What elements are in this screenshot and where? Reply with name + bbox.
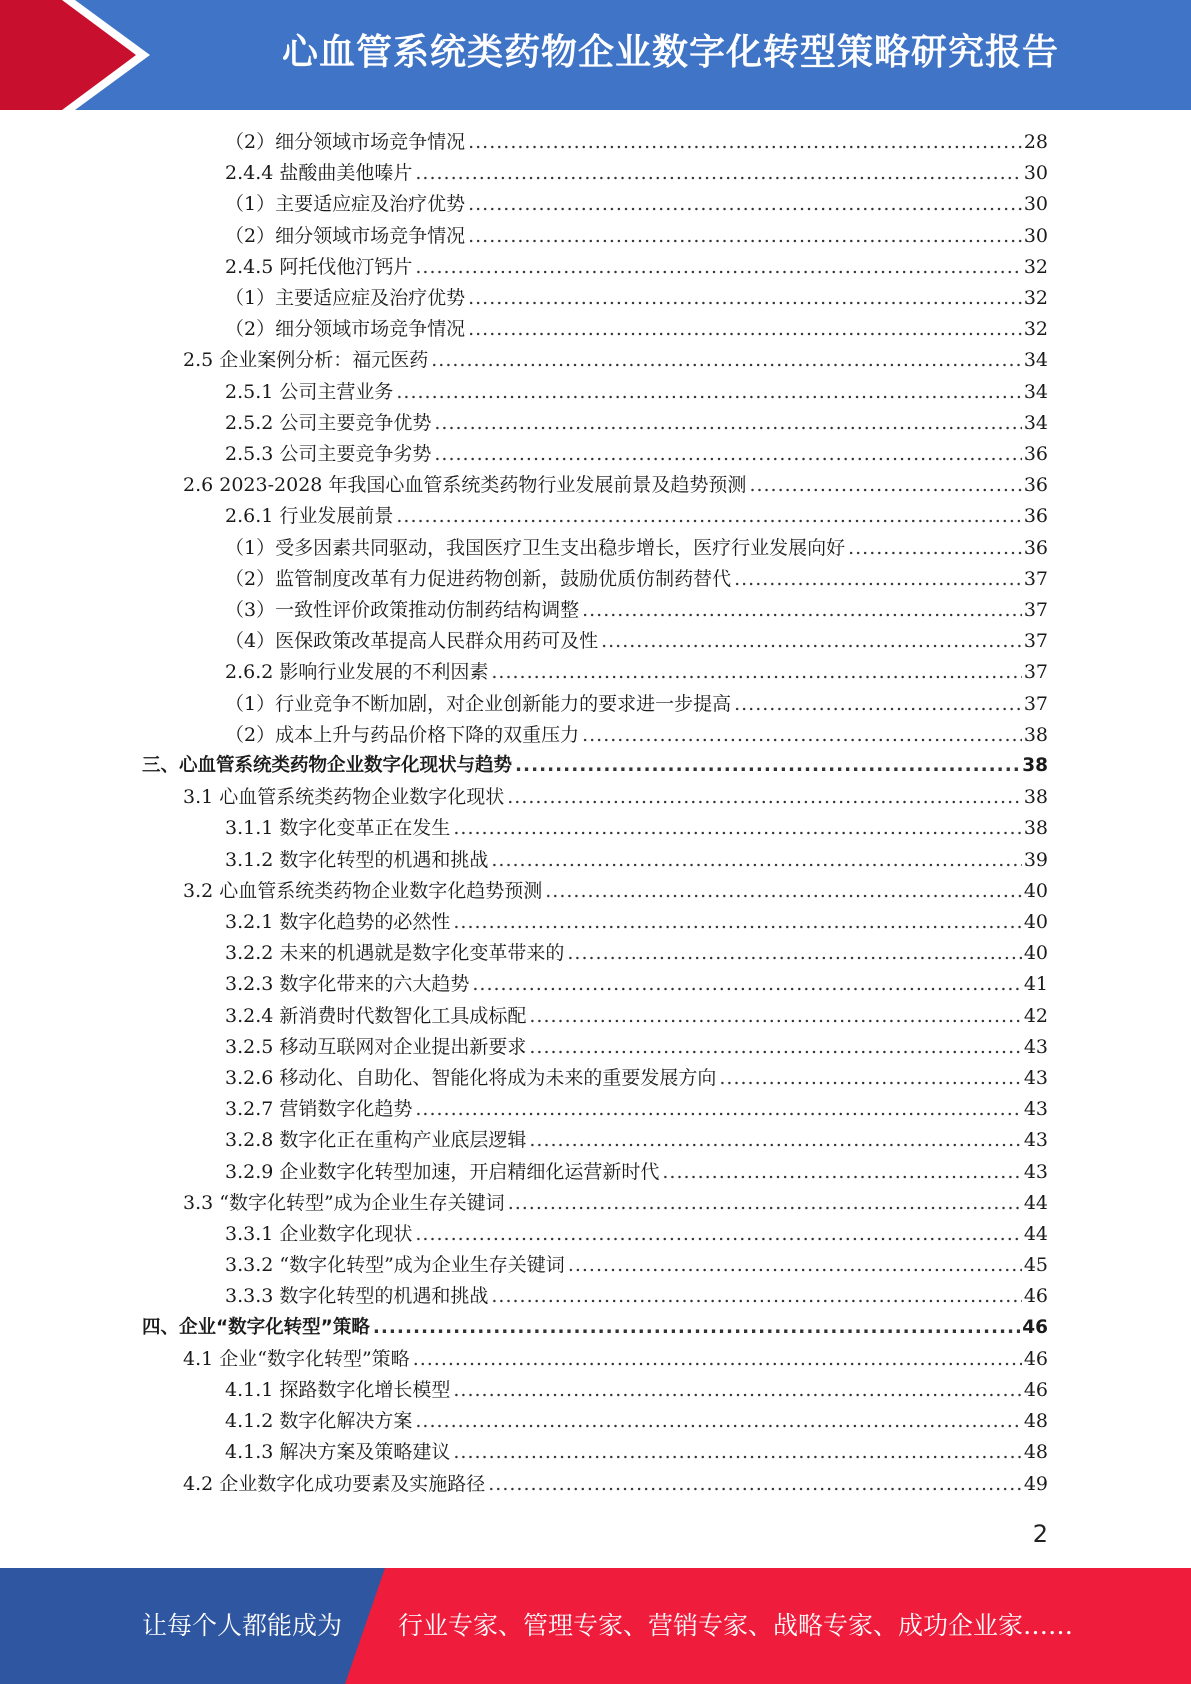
toc-leader-dots bbox=[431, 349, 1022, 371]
toc-entry-label: 3.1 心血管系统类药物企业数字化现状 bbox=[183, 786, 505, 809]
toc-entry-page: 45 bbox=[1023, 1254, 1048, 1277]
toc-entry[interactable] bbox=[225, 377, 1048, 408]
toc-entry-page: 40 bbox=[1023, 942, 1048, 965]
toc-entry[interactable] bbox=[225, 1437, 1048, 1468]
toc-entry-page: 42 bbox=[1023, 1004, 1048, 1027]
toc-leader-dots bbox=[545, 880, 1022, 902]
toc-entry-label: 3.1.1 数字化变革正在发生 bbox=[225, 817, 451, 840]
toc-entry-label: （2）细分领域市场竞争情况 bbox=[225, 318, 466, 341]
toc-entry-page: 39 bbox=[1023, 848, 1048, 871]
toc-leader-dots bbox=[468, 131, 1022, 153]
toc-entry[interactable] bbox=[225, 314, 1048, 345]
toc-leader-dots bbox=[529, 1005, 1021, 1027]
toc-entry-page: 38 bbox=[1022, 755, 1048, 776]
footer-slogan-right: 行业专家、管理专家、营销专家、战略专家、成功企业家…… bbox=[398, 1611, 1074, 1640]
toc-leader-dots bbox=[453, 817, 1021, 839]
toc-entry[interactable] bbox=[225, 938, 1048, 969]
footer-slogan-left: 让每个人都能成为 bbox=[142, 1611, 343, 1640]
toc-leader-dots bbox=[529, 1129, 1021, 1151]
toc-entry-label: 2.4.4 盐酸曲美他嗪片 bbox=[225, 162, 413, 185]
toc-entry-label: 3.2.7 营销数字化趋势 bbox=[225, 1098, 413, 1121]
toc-leader-dots bbox=[491, 661, 1021, 683]
toc-entry[interactable] bbox=[225, 1094, 1048, 1125]
toc-leader-dots bbox=[508, 1192, 1022, 1214]
toc-entry[interactable] bbox=[225, 127, 1048, 158]
toc-entry[interactable] bbox=[225, 1032, 1048, 1063]
toc-entry-label: 3.2.2 未来的机遇就是数字化变革带来的 bbox=[225, 942, 565, 965]
toc-entry[interactable] bbox=[225, 595, 1048, 626]
toc-entry[interactable] bbox=[225, 189, 1048, 220]
toc-entry-page: 43 bbox=[1023, 1067, 1048, 1089]
toc-entry-page: 36 bbox=[1023, 443, 1048, 465]
toc-leader-dots bbox=[453, 1379, 1021, 1401]
toc-entry-page: 46 bbox=[1023, 1285, 1048, 1308]
toc-entry-label: 2.6.1 行业发展前景 bbox=[225, 505, 394, 528]
toc-leader-dots bbox=[488, 1473, 1022, 1495]
toc-entry[interactable] bbox=[183, 1188, 1048, 1219]
toc-leader-dots bbox=[453, 1441, 1021, 1463]
toc-entry-label: （2）细分领域市场竞争情况 bbox=[225, 131, 466, 153]
toc-entry-page: 41 bbox=[1023, 973, 1048, 996]
toc-entry[interactable] bbox=[225, 657, 1048, 688]
toc-entry-page: 38 bbox=[1023, 786, 1048, 809]
toc-entry-page: 48 bbox=[1023, 1410, 1048, 1433]
page-footer bbox=[0, 1568, 1191, 1684]
toc-entry[interactable] bbox=[225, 907, 1048, 938]
toc-entry[interactable] bbox=[142, 1313, 1048, 1344]
toc-leader-dots bbox=[582, 599, 1022, 621]
toc-entry-page: 36 bbox=[1023, 505, 1048, 528]
toc-entry[interactable] bbox=[225, 1375, 1048, 1406]
toc-entry-page: 32 bbox=[1023, 318, 1048, 341]
toc-entry[interactable] bbox=[183, 345, 1048, 376]
toc-entry-label: 3.3.2 “数字化转型”成为企业生存关键词 bbox=[225, 1254, 565, 1277]
toc-leader-dots bbox=[719, 1067, 1021, 1089]
toc-entry[interactable] bbox=[225, 1001, 1048, 1032]
toc-entry-label: 3.2 心血管系统类药物企业数字化趋势预测 bbox=[183, 879, 543, 902]
toc-entry[interactable] bbox=[142, 751, 1048, 782]
toc-leader-dots bbox=[491, 849, 1021, 871]
toc-entry-page: 28 bbox=[1023, 131, 1048, 153]
toc-entry-page: 38 bbox=[1023, 817, 1048, 840]
toc-entry[interactable] bbox=[225, 1157, 1048, 1188]
toc-entry-page: 36 bbox=[1023, 474, 1048, 497]
toc-leader-dots bbox=[468, 193, 1022, 215]
toc-entry[interactable] bbox=[225, 813, 1048, 844]
toc-leader-dots bbox=[515, 755, 1020, 776]
toc-entry-label: （2）监管制度改革有力促进药物创新，鼓励优质仿制药替代 bbox=[225, 567, 732, 590]
toc-entry[interactable] bbox=[225, 845, 1048, 876]
toc-entry-page: 44 bbox=[1023, 1191, 1048, 1214]
toc-entry-label: （2）成本上升与药品价格下降的双重压力 bbox=[225, 723, 580, 746]
toc-leader-dots bbox=[734, 568, 1022, 590]
toc-entry-page: 48 bbox=[1023, 1441, 1048, 1464]
toc-entry[interactable] bbox=[225, 439, 1048, 470]
toc-entry[interactable] bbox=[183, 876, 1048, 907]
toc-entry-label: 3.2.1 数字化趋势的必然性 bbox=[225, 911, 451, 933]
toc-entry[interactable] bbox=[225, 1125, 1048, 1156]
toc-entry-page: 44 bbox=[1023, 1223, 1048, 1245]
toc-entry-label: （1）受多因素共同驱动，我国医疗卫生支出稳步增长，医疗行业发展向好 bbox=[225, 536, 846, 559]
toc-entry-label: 3.2.8 数字化正在重构产业底层逻辑 bbox=[225, 1129, 527, 1152]
toc-entry-page: 30 bbox=[1023, 162, 1048, 185]
toc-leader-dots bbox=[415, 1410, 1021, 1432]
toc-entry[interactable] bbox=[225, 1281, 1048, 1312]
toc-entry[interactable] bbox=[225, 689, 1048, 720]
toc-entry-page: 46 bbox=[1023, 1379, 1048, 1401]
toc-leader-dots bbox=[413, 1348, 1022, 1370]
toc-entry-page: 34 bbox=[1023, 380, 1048, 403]
toc-entry-page: 34 bbox=[1023, 411, 1048, 434]
toc-entry-label: （2）细分领域市场竞争情况 bbox=[225, 224, 466, 247]
toc-entry-label: 3.2.5 移动互联网对企业提出新要求 bbox=[225, 1035, 527, 1058]
toc-entry-label: 3.3.1 企业数字化现状 bbox=[225, 1223, 413, 1245]
toc-entry-label: 3.2.3 数字化带来的六大趋势 bbox=[225, 973, 470, 996]
toc-entry-page: 34 bbox=[1023, 349, 1048, 372]
toc-entry-page: 30 bbox=[1023, 193, 1048, 216]
toc-entry[interactable] bbox=[225, 626, 1048, 657]
toc-entry-label: 4.2 企业数字化成功要素及实施路径 bbox=[183, 1472, 486, 1495]
toc-entry-label: 2.5 企业案例分析：福元医药 bbox=[183, 349, 429, 372]
toc-entry-label: 2.6.2 影响行业发展的不利因素 bbox=[225, 661, 489, 684]
toc-entry-page: 37 bbox=[1023, 692, 1048, 715]
toc-leader-dots bbox=[601, 630, 1022, 652]
toc-entry-label: 4.1.1 探路数字化增长模型 bbox=[225, 1379, 451, 1401]
toc-entry-label: 4.1.2 数字化解决方案 bbox=[225, 1410, 413, 1433]
toc-leader-dots bbox=[415, 256, 1021, 278]
toc-entry-page: 43 bbox=[1023, 1160, 1048, 1183]
toc-entry-page: 37 bbox=[1023, 661, 1048, 684]
toc-leader-dots bbox=[567, 942, 1021, 964]
toc-entry[interactable] bbox=[225, 564, 1048, 595]
toc-entry-label: 4.1 企业“数字化转型”策略 bbox=[183, 1347, 410, 1370]
toc-leader-dots bbox=[491, 1285, 1021, 1307]
toc-leader-dots bbox=[468, 287, 1022, 309]
toc-leader-dots bbox=[472, 973, 1021, 995]
toc-entry[interactable] bbox=[225, 1406, 1048, 1437]
toc-entry-label: 3.2.4 新消费时代数智化工具成标配 bbox=[225, 1004, 527, 1027]
toc-entry[interactable] bbox=[225, 1250, 1048, 1281]
toc-entry-label: 4.1.3 解决方案及策略建议 bbox=[225, 1441, 451, 1464]
toc-entry[interactable] bbox=[225, 1219, 1048, 1250]
toc-entry-page: 38 bbox=[1023, 723, 1048, 746]
toc-entry[interactable] bbox=[225, 158, 1048, 189]
toc-entry[interactable] bbox=[183, 782, 1048, 813]
toc-leader-dots bbox=[396, 381, 1021, 403]
toc-entry-label: （1）主要适应症及治疗优势 bbox=[225, 193, 466, 216]
toc-entry[interactable] bbox=[225, 720, 1048, 751]
toc-leader-dots bbox=[396, 505, 1021, 527]
toc-leader-dots bbox=[568, 1254, 1022, 1276]
toc-entry[interactable] bbox=[225, 533, 1048, 564]
toc-leader-dots bbox=[434, 412, 1021, 434]
toc-entry-page: 43 bbox=[1023, 1035, 1048, 1058]
toc-entry-page: 37 bbox=[1023, 630, 1048, 653]
toc-entry-page: 40 bbox=[1023, 911, 1048, 933]
toc-entry-page: 43 bbox=[1023, 1129, 1048, 1152]
toc-entry-label: 3.1.2 数字化转型的机遇和挑战 bbox=[225, 848, 489, 871]
toc-entry-page: 30 bbox=[1023, 224, 1048, 247]
toc-leader-dots bbox=[415, 162, 1021, 184]
toc-entry-label: 3.3.3 数字化转型的机遇和挑战 bbox=[225, 1285, 489, 1308]
toc-leader-dots bbox=[529, 1036, 1021, 1058]
toc-leader-dots bbox=[848, 537, 1022, 559]
toc-entry[interactable] bbox=[183, 470, 1048, 501]
toc-entry-label: 3.2.9 企业数字化转型加速，开启精细化运营新时代 bbox=[225, 1160, 660, 1183]
toc-entry-page: 37 bbox=[1023, 599, 1048, 621]
toc-entry-label: （3）一致性评价政策推动仿制药结构调整 bbox=[225, 599, 580, 621]
toc-leader-dots bbox=[662, 1161, 1021, 1183]
toc-leader-dots bbox=[373, 1317, 1020, 1338]
toc-entry-page: 43 bbox=[1023, 1098, 1048, 1121]
toc-leader-dots bbox=[582, 724, 1022, 746]
toc-entry-label: （1）主要适应症及治疗优势 bbox=[225, 287, 466, 309]
toc-entry[interactable] bbox=[225, 408, 1048, 439]
toc-entry[interactable] bbox=[225, 501, 1048, 532]
page-number: 2 bbox=[1032, 1520, 1048, 1548]
toc-entry[interactable] bbox=[183, 1469, 1048, 1500]
toc-entry-page: 32 bbox=[1023, 287, 1048, 309]
toc-entry-label: 3.3 “数字化转型”成为企业生存关键词 bbox=[183, 1191, 505, 1214]
toc-entry[interactable] bbox=[183, 1344, 1048, 1375]
toc-entry-page: 36 bbox=[1023, 536, 1048, 559]
toc-entry[interactable] bbox=[225, 221, 1048, 252]
toc-entry-label: （4）医保政策改革提高人民群众用药可及性 bbox=[225, 630, 599, 653]
toc-entry-page: 37 bbox=[1023, 567, 1048, 590]
toc-entry-page: 32 bbox=[1023, 255, 1048, 278]
toc-leader-dots bbox=[734, 693, 1022, 715]
toc-leader-dots bbox=[468, 318, 1022, 340]
toc-entry-label: （1）行业竞争不断加剧，对企业创新能力的要求进一步提高 bbox=[225, 692, 732, 715]
toc-entry-label: 2.4.5 阿托伐他汀钙片 bbox=[225, 255, 413, 278]
toc-entry-page: 40 bbox=[1023, 879, 1048, 902]
toc-leader-dots bbox=[507, 786, 1022, 808]
toc-entry-page: 49 bbox=[1023, 1472, 1048, 1495]
toc-leader-dots bbox=[468, 225, 1022, 247]
toc-entry-page: 46 bbox=[1023, 1347, 1048, 1370]
toc-entry[interactable] bbox=[225, 252, 1048, 283]
header-arrow-icon bbox=[0, 0, 140, 110]
toc-entry-label: 2.5.3 公司主要竞争劣势 bbox=[225, 443, 432, 465]
toc-entry-label: 2.5.1 公司主营业务 bbox=[225, 380, 394, 403]
toc-leader-dots bbox=[434, 443, 1021, 465]
toc-entry[interactable] bbox=[225, 1063, 1048, 1094]
toc-entry[interactable] bbox=[225, 283, 1048, 314]
page-header bbox=[0, 0, 1191, 110]
report-title: 心血管系统类药物企业数字化转型策略研究报告 bbox=[281, 32, 1059, 73]
toc-entry-label: 2.5.2 公司主要竞争优势 bbox=[225, 411, 432, 434]
toc-leader-dots bbox=[415, 1098, 1021, 1120]
toc-entry-label: 2.6 2023-2028 年我国心血管系统类药物行业发展前景及趋势预测 bbox=[183, 474, 747, 497]
toc-entry-label: 3.2.6 移动化、自助化、智能化将成为未来的重要发展方向 bbox=[225, 1067, 717, 1089]
toc-leader-dots bbox=[415, 1223, 1021, 1245]
toc-leader-dots bbox=[453, 911, 1021, 933]
toc-entry-label: 四、企业“数字化转型”策略 bbox=[142, 1316, 370, 1338]
toc-entry-page: 46 bbox=[1022, 1316, 1048, 1338]
toc-entry-label: 三、心血管系统类药物企业数字化现状与趋势 bbox=[142, 755, 513, 776]
toc-entry[interactable] bbox=[225, 969, 1048, 1000]
toc-leader-dots bbox=[749, 474, 1021, 496]
